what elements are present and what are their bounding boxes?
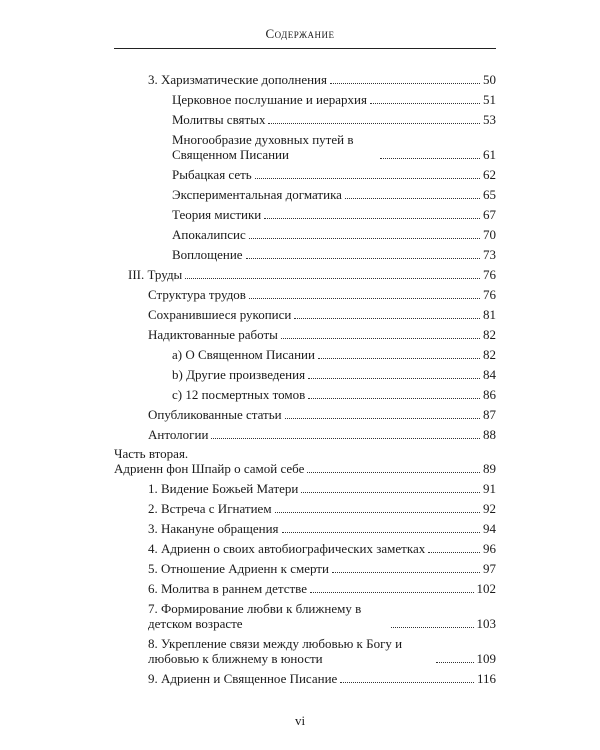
toc-entry[interactable] <box>172 387 496 402</box>
dot-leader <box>310 591 473 593</box>
running-header: Содержание <box>265 26 335 41</box>
dot-leader <box>275 511 480 513</box>
toc-entry[interactable] <box>172 207 496 222</box>
toc-entry-label: 8. Укрепление связи между любовью к Богу и любовью к ближнему в юности <box>148 636 403 666</box>
toc-entry-label: 3. Накануне обращения <box>148 521 279 536</box>
toc-entry[interactable] <box>172 132 496 162</box>
dot-leader <box>255 177 480 179</box>
toc-page-number: 67 <box>483 207 496 222</box>
toc-page-number: 96 <box>483 541 496 556</box>
toc-page-number: 92 <box>483 501 496 516</box>
dot-leader <box>211 437 480 439</box>
toc-page-number: 65 <box>483 187 496 202</box>
toc-page-number: 86 <box>483 387 496 402</box>
toc-page-number: 87 <box>483 407 496 422</box>
toc-entry[interactable] <box>148 427 496 442</box>
toc-entry-label: 6. Молитва в раннем детстве <box>148 581 308 596</box>
dot-leader <box>370 102 480 104</box>
dot-leader <box>249 297 480 299</box>
toc-entry[interactable] <box>148 501 496 516</box>
toc-entry-label: b) Другие произведения <box>172 367 306 382</box>
toc-page-number: 70 <box>483 227 496 242</box>
toc-entry[interactable] <box>172 347 496 362</box>
toc-page-number: 94 <box>483 521 496 536</box>
toc-page-number: 109 <box>476 651 496 666</box>
toc-page-number: 51 <box>483 92 496 107</box>
dot-leader <box>185 277 480 279</box>
toc-entry[interactable] <box>172 112 496 127</box>
toc-page-number: 50 <box>483 72 496 87</box>
toc-page-number: 91 <box>483 481 496 496</box>
toc-page-number: 61 <box>483 147 496 162</box>
toc-page-number: 84 <box>483 367 496 382</box>
dot-leader <box>246 257 480 259</box>
dot-leader <box>281 337 480 339</box>
dot-leader <box>249 237 480 239</box>
toc-entry-label: Теория мистики <box>172 207 262 222</box>
toc-entry[interactable] <box>148 636 496 666</box>
toc-entry-label: 9. Адриенн и Священное Писание <box>148 671 338 686</box>
page-number: vi <box>294 713 306 728</box>
toc-entry[interactable] <box>148 581 496 596</box>
toc-page-number: 62 <box>483 167 496 182</box>
toc-page-number: 89 <box>483 461 496 476</box>
dot-leader <box>436 661 474 663</box>
toc-entry-label: Структура трудов <box>148 287 246 302</box>
dot-leader <box>264 217 480 219</box>
toc-page-number: 76 <box>483 287 496 302</box>
toc-page-number: 76 <box>483 267 496 282</box>
toc-entry[interactable] <box>172 247 496 262</box>
toc-entry-label: Антологии <box>148 427 209 442</box>
part-two-heading: Часть вторая. <box>114 446 189 461</box>
toc-page-number: 82 <box>483 347 496 362</box>
dot-leader <box>380 157 480 159</box>
toc-page-number: 81 <box>483 307 496 322</box>
toc-entry[interactable] <box>148 561 496 576</box>
toc-entry-label: Адриенн фон Шпайр о самой себе <box>114 461 305 476</box>
toc-page-number: 102 <box>476 581 496 596</box>
dot-leader <box>308 377 480 379</box>
dot-leader <box>330 82 480 84</box>
toc-entry-label: Экспериментальная догматика <box>172 187 342 202</box>
dot-leader <box>285 417 480 419</box>
toc-entry[interactable] <box>172 227 496 242</box>
toc-entry-label: Многообразие духовных путей в Священном Писании <box>172 132 354 162</box>
toc-page-number: 82 <box>483 327 496 342</box>
dot-leader <box>294 317 480 319</box>
dot-leader <box>318 357 480 359</box>
toc-entry-label: III. Труды <box>128 267 183 282</box>
toc-entry[interactable] <box>172 167 496 182</box>
toc-entry-label: c) 12 посмертных томов <box>172 387 306 402</box>
toc-page-number: 88 <box>483 427 496 442</box>
dot-leader <box>332 571 480 573</box>
toc-entry[interactable] <box>114 461 496 476</box>
dot-leader <box>308 397 480 399</box>
toc-entry-label: Церковное послушание и иерархия <box>172 92 367 107</box>
toc-entry[interactable] <box>148 72 496 87</box>
toc-entry-label: Молитвы святых <box>172 112 266 127</box>
toc-page-number: 73 <box>483 247 496 262</box>
dot-leader <box>268 122 480 124</box>
toc-entry-label: Воплощение <box>172 247 243 262</box>
toc-entry-label: a) О Священном Писании <box>172 347 315 362</box>
toc-entry-label: 1. Видение Божьей Матери <box>148 481 299 496</box>
toc-page-number: 116 <box>476 671 496 686</box>
dot-leader <box>428 551 480 553</box>
toc-page-number: 53 <box>483 112 496 127</box>
toc-entry-label: 7. Формирование любви к ближнему в детском возрасте <box>148 601 362 631</box>
toc-entry[interactable] <box>148 601 496 631</box>
toc-entry[interactable] <box>148 407 496 422</box>
toc-entry[interactable] <box>148 307 496 322</box>
dot-leader <box>340 681 474 683</box>
toc-entry[interactable] <box>172 92 496 107</box>
toc-entry[interactable] <box>148 541 496 556</box>
toc-entry-label: 3. Харизматические дополнения <box>148 72 327 87</box>
toc-entry[interactable] <box>148 287 496 302</box>
toc-entry-label: Надиктованные работы <box>148 327 278 342</box>
toc-entry[interactable] <box>148 327 496 342</box>
toc-entry[interactable] <box>148 671 496 686</box>
toc-entry[interactable] <box>148 521 496 536</box>
toc-entry[interactable] <box>172 187 496 202</box>
toc-entry-label: 5. Отношение Адриенн к смерти <box>148 561 329 576</box>
dot-leader <box>345 197 480 199</box>
toc-entry-label: Сохранившиеся рукописи <box>148 307 292 322</box>
dot-leader <box>307 471 480 473</box>
toc-entry[interactable] <box>128 267 496 282</box>
toc-entry-label: Рыбацкая сеть <box>172 167 252 182</box>
dot-leader <box>282 531 480 533</box>
toc-entry-label: 2. Встреча с Игнатием <box>148 501 272 516</box>
dot-leader <box>391 626 474 628</box>
dot-leader <box>301 491 480 493</box>
toc-entry[interactable] <box>148 481 496 496</box>
toc-entry[interactable] <box>172 367 496 382</box>
toc-entry-label: Опубликованные статьи <box>148 407 282 422</box>
toc-page-number: 97 <box>483 561 496 576</box>
toc-page-number: 103 <box>476 616 496 631</box>
toc-entry-label: Апокалипсис <box>172 227 246 242</box>
toc-entry-label: 4. Адриенн о своих автобиографических заметках <box>148 541 426 556</box>
